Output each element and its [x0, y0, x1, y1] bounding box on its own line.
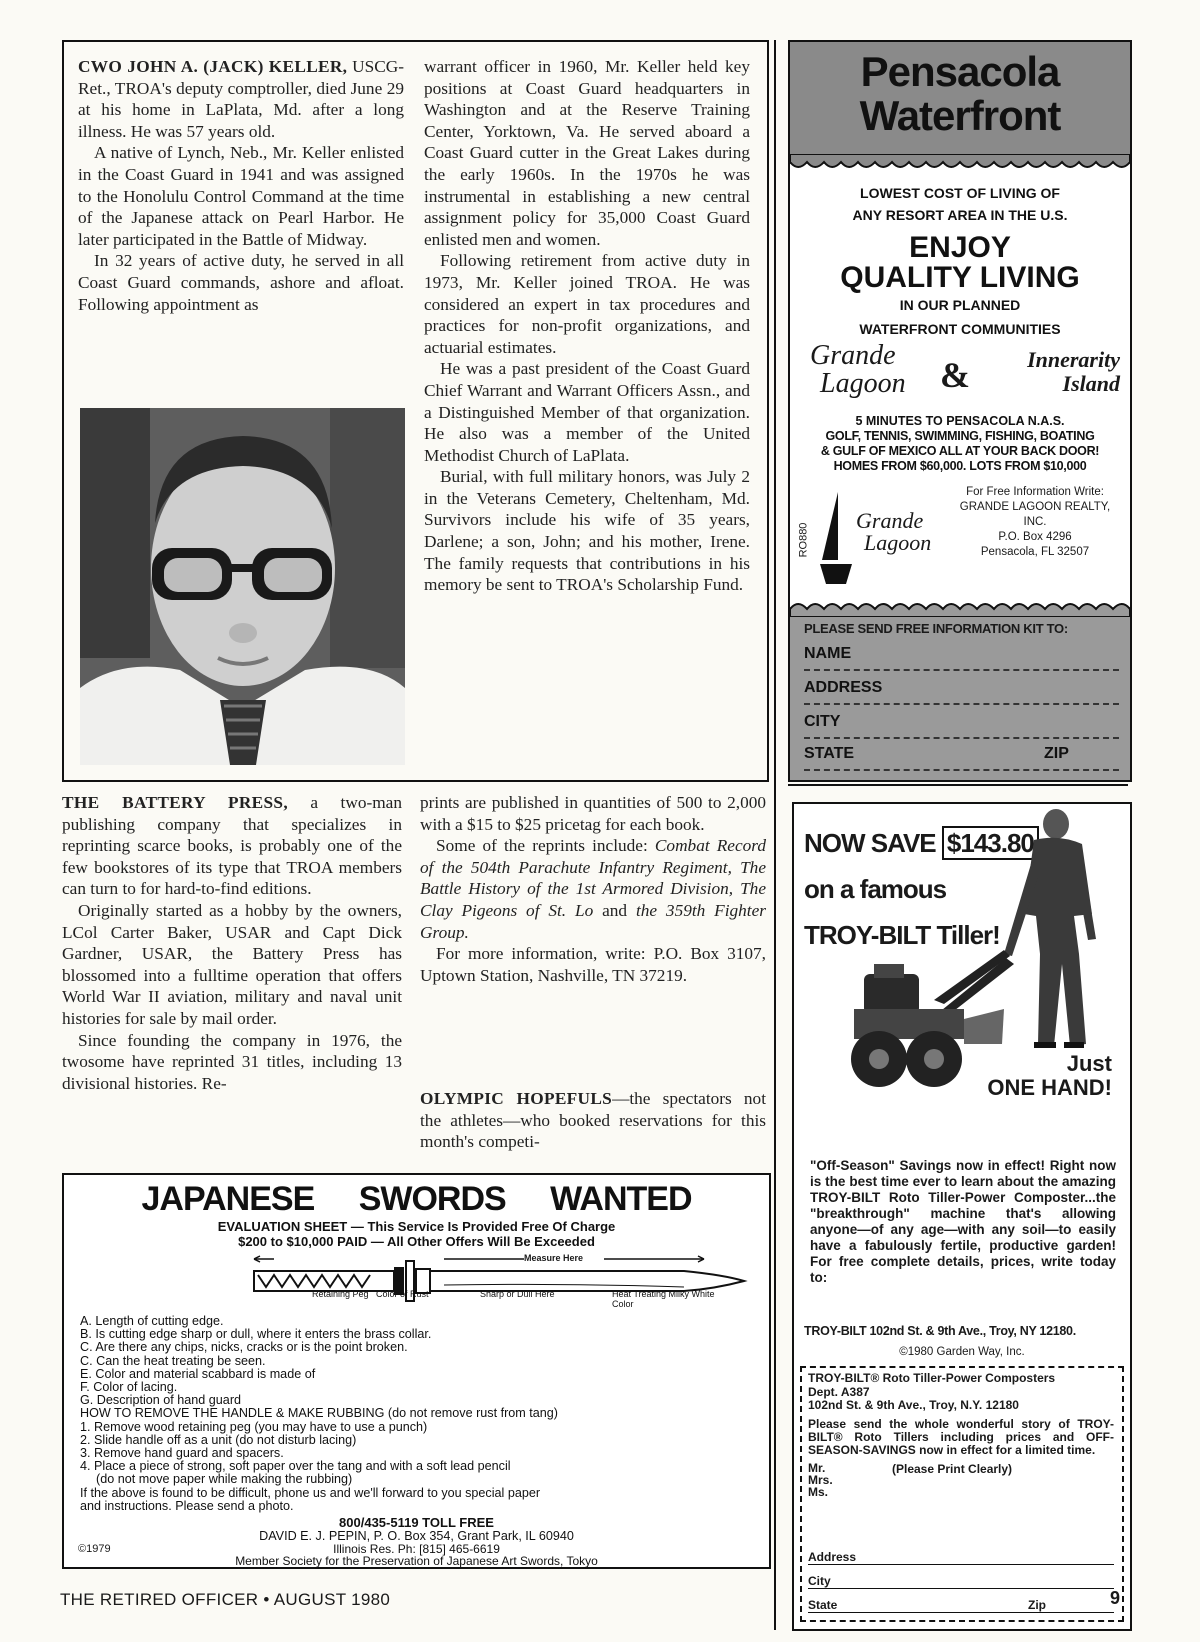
column-divider: [774, 40, 776, 1630]
coupon-city-field[interactable]: [808, 1574, 1114, 1589]
battery-col-left: [62, 792, 402, 1094]
innerarity-text: Innerarity: [1027, 347, 1120, 372]
swords-headline: [64, 1181, 769, 1217]
wave-divider-bottom: [790, 599, 1130, 617]
pensacola-title-1: Pensacola: [860, 48, 1060, 95]
obituary-p3: In 32 years of active duty, he served in all Coast Guard commands, ashore and afloat. Following appointment as: [78, 251, 404, 314]
form-state-label: STATE: [804, 745, 855, 762]
coupon-state-label: State: [808, 1598, 838, 1612]
form-name-label: NAME: [804, 645, 852, 662]
now-save-text: NOW SAVE: [804, 828, 936, 858]
form-address-field[interactable]: [804, 679, 1119, 705]
publication-name: THE RETIRED OFFICER: [60, 1590, 259, 1609]
pensacola-enjoy: ENJOY: [909, 231, 1011, 264]
pensacola-quality: QUALITY LIVING: [840, 261, 1080, 294]
step-4: 4. Place a piece of strong, soft paper over the tang and with a soft lead pencil: [80, 1459, 511, 1474]
pensacola-golf: GOLF, TENNIS, SWIMMING, FISHING, BOATING: [825, 429, 1095, 443]
item-d: C. Can the heat treating be seen.: [80, 1353, 266, 1368]
step-2: 2. Slide handle off as a unit (do not disturb lacing): [80, 1432, 357, 1447]
step-3: 3. Remove hand guard and spacers.: [80, 1446, 284, 1461]
grande-lagoon-logo: [810, 342, 906, 398]
item-e: E. Color and material scabbard is made of: [80, 1366, 316, 1381]
form-zip-label: ZIP: [1044, 745, 1069, 762]
salutation-ms[interactable]: Ms.: [808, 1485, 829, 1499]
battery-lead: THE BATTERY PRESS,: [62, 793, 288, 812]
label-rust: Color of Rust: [376, 1289, 429, 1299]
japanese-swords-ad: [62, 1173, 771, 1569]
realty-inc: INC.: [1023, 516, 1047, 528]
info-kit-form: [790, 607, 1130, 780]
obituary-p1: USCG-Ret., TROA's deputy comptroller, died June 29 at his home in LaPlata, Md. after a long illness. He was 57 years old.: [78, 57, 404, 141]
innerarity-logo: [980, 348, 1120, 396]
famous-text: on a famous: [804, 874, 947, 904]
pensacola-ad: [788, 40, 1132, 782]
coupon-zip-label: Zip: [1028, 1598, 1046, 1612]
pensacola-gulf: & GULF OF MEXICO ALL AT YOUR BACK DOOR!: [820, 444, 1100, 458]
obituary-p6: He was a past president of the Coast Guard Chief Warrant and Warrant Officers Assn., and a Distinguished Member of that organization. He also was a member of the United Methodist Church of LaPlata.: [424, 359, 750, 465]
free-info: For Free Information Write:: [966, 486, 1104, 498]
battery-p5-titles: Combat Record of the 504th Parachute Infantry Regiment, The Battle History of the 1st Armored Division, The Clay Pigeons of St. Lo: [420, 836, 767, 920]
ad-code: RO880: [797, 522, 810, 558]
coupon-city-label: City: [808, 1574, 831, 1588]
battery-p5-and: and: [602, 900, 628, 920]
form-city-field[interactable]: [804, 713, 1119, 739]
pensacola-line2: ANY RESORT AREA IN THE U.S.: [852, 207, 1068, 223]
obituary-col-right: [424, 56, 750, 596]
coupon-body: Please send the whole wonderful story of TROY-BILT® Roto Tillers including prices and OFF-SEASON-SAVINGS now in effect for a limited time.: [808, 1417, 1114, 1457]
form-address-label: ADDRESS: [804, 679, 883, 696]
pensacola-planned: IN OUR PLANNED: [899, 297, 1021, 313]
pensacola-title-2: Waterfront: [859, 92, 1061, 139]
battery-p4: prints are published in quantities of 500 to 2,000 with a $15 to $25 pricetag for each book.: [420, 793, 766, 834]
obituary-p2: A native of Lynch, Neb., Mr. Keller enlisted in the Coast Guard in 1941 and was assigned to the Honolulu Control Command at the time of the Japanese attack on Pearl Harbor. He later participated in the Battle of Midway.: [78, 143, 404, 249]
wave-divider-top: [790, 154, 1130, 174]
salutation-mr[interactable]: Mr.: [808, 1461, 826, 1475]
print-clearly: (Please Print Clearly): [892, 1462, 1013, 1476]
form-name-field[interactable]: [804, 645, 1119, 671]
battery-p5-intro: Some of the reprints include:: [436, 836, 648, 856]
form-state-field[interactable]: [804, 745, 1119, 771]
toll-free-phone: 800/435-5119 TOLL FREE: [339, 1515, 494, 1530]
troybilt-ad: [792, 802, 1132, 1631]
item-c: C. Are there any chips, nicks, cracks or is the point broken.: [80, 1340, 408, 1355]
obituary-p4: warrant officer in 1960, Mr. Keller held key positions at Coast Guard headquarters in Washington and at the Reserve Training Center, Yorktown, Va. He served aboard a Coast Guard cutter in the Great Lakes during the early 1960s. In the 1970s he was instrumental in establishing a new central assignment policy for 35,000 Coast Guard enlisted men and women.: [424, 57, 750, 249]
coupon-addr: 102nd St. & 9th Ave., Troy, N.Y. 12180: [808, 1398, 1019, 1412]
lagoon-text: Lagoon: [820, 368, 906, 399]
battery-p2: Originally started as a hobby by the owners, LCol Carter Baker, USAR and Capt Dick Gardner, USAR, the Battery Press has blossomed into a fulltime operation that offers World War II aviation, military and naval unit histories for sale by mail order.: [62, 900, 402, 1028]
item-f: F. Color of lacing.: [80, 1380, 178, 1395]
battery-p5-last: the 359th Fighter Group.: [420, 900, 766, 942]
lagoon-text-2: Lagoon: [864, 530, 932, 555]
label-sharp: Sharp or Dull Here: [480, 1289, 555, 1299]
one-hand-text: ONE HAND!: [987, 1075, 1112, 1100]
grande-text-2: Grande: [856, 508, 924, 533]
member-society: Member Society for the Preservation of Japanese Art Swords, Tokyo: [235, 1554, 598, 1568]
obituary-col-left: [78, 56, 404, 315]
grande-lagoon-logo-2: [856, 510, 931, 554]
page-footer: [60, 1590, 390, 1610]
coupon-title: TROY-BILT® Roto Tiller-Power Composters: [808, 1371, 1056, 1385]
tiller-text: TROY-BILT Tiller!: [804, 920, 1000, 950]
troybilt-body: "Off-Season" Savings now in effect! Right now is the best time ever to learn about the amazing TROY-BILT Roto Tiller-Power Composter...the "breakthrough" machine that's allowing anyone—of any age—with any soil—to easily have a fabulously fertile, productive garden! For free complete details, prices, write today to:: [810, 1158, 1116, 1285]
realty-city: Pensacola, FL 32507: [980, 546, 1090, 558]
swords-copyright: ©1979: [78, 1543, 111, 1555]
step-1: 1. Remove wood retaining peg (you may have to use a punch): [80, 1419, 428, 1434]
pensacola-line1: LOWEST COST OF LIVING OF: [860, 185, 1060, 201]
form-title: PLEASE SEND FREE INFORMATION KIT TO:: [804, 621, 1068, 636]
sword-diagram: [244, 1253, 764, 1323]
label-heat: Heat Treating Milky White Color: [612, 1289, 715, 1309]
realty-pobox: P.O. Box 4296: [998, 531, 1072, 543]
pepin-address: DAVID E. J. PEPIN, P. O. Box 354, Grant Park, IL 60940: [259, 1529, 574, 1543]
item-g: G. Description of hand guard: [80, 1393, 242, 1408]
page-number: 9: [1110, 1588, 1121, 1608]
pensacola-communities: WATERFRONT COMMUNITIES: [859, 321, 1061, 337]
illinois-phone: Illinois Res. Ph: [815] 465-6619: [333, 1542, 500, 1556]
realty-address: [940, 485, 1130, 560]
footer-bullet: •: [263, 1590, 270, 1609]
headline-japanese: JAPANESE: [141, 1180, 315, 1218]
coupon-state-field[interactable]: [808, 1598, 1114, 1613]
battery-p6: For more information, write: P.O. Box 3107, Uptown Station, Nashville, TN 37219.: [420, 944, 766, 985]
step-4b: (do not move paper while making the rubbing): [96, 1472, 353, 1487]
coupon-address-field[interactable]: [808, 1550, 1114, 1565]
ampersand: &: [940, 355, 970, 395]
label-peg: Retaining Peg: [312, 1289, 369, 1299]
salutations: [808, 1462, 833, 1498]
just-text: Just: [1066, 1051, 1112, 1076]
olympic-text: —the spectators not the athletes—who booked reservations for this month's competi-: [420, 1089, 766, 1152]
swords-sub2: $200 to $10,000 PAID — All Other Offers Will Be Exceeded: [238, 1234, 595, 1249]
swords-sub1: EVALUATION SHEET — This Service Is Provided Free Of Charge: [217, 1219, 616, 1234]
one-hand: [794, 1052, 1112, 1100]
pensacola-homes: HOMES FROM $60,000. LOTS FROM $10,000: [833, 459, 1087, 473]
headline-wanted: WANTED: [550, 1180, 692, 1218]
portrait-photo: [80, 408, 405, 765]
realty-name: GRANDE LAGOON REALTY,: [959, 501, 1111, 513]
issue-date: AUGUST 1980: [273, 1590, 391, 1609]
evaluation-list: [80, 1315, 760, 1513]
troybilt-address: TROY-BILT 102nd St. & 9th Ave., Troy, NY 12180.: [804, 1324, 1076, 1338]
battery-p1: a two-man publishing company that specializes in reprinting scarce books, is probably one of the few bookstores of its type that TROA members can turn to for hard-to-find editions.: [62, 793, 402, 899]
obituary-lead: CWO JOHN A. (JACK) KELLER,: [78, 57, 348, 76]
headline-swords: SWORDS: [358, 1180, 506, 1218]
salutation-mrs[interactable]: Mrs.: [808, 1473, 833, 1487]
troybilt-coupon: [800, 1366, 1124, 1622]
obituary-p7: Burial, with full military honors, was July 2 in the Veterans Cemetery, Cheltenham, Md. Survivors include his wife of 35 years, Darlene; a son, John; and his mother, Irene. The family requests that contributions in his memory be sent to TROA's Scholarship Fund.: [424, 467, 750, 595]
battery-col-right: [420, 792, 766, 986]
battery-p3: Since founding the company in 1976, the twosome have reprinted 31 titles, including 13 divisional histories. Re-: [62, 1030, 402, 1093]
coupon-address-label: Address: [808, 1550, 857, 1564]
obituary-p5: Following retirement from active duty in 1973, Mr. Keller joined TROA. He was considered an expert in tax procedures and practices for non-profit organizations, and actuarial estimates.: [424, 251, 750, 357]
troybilt-copyright: ©1980 Garden Way, Inc.: [899, 1346, 1025, 1358]
pensacola-header: [790, 42, 1130, 164]
sailboat-icon: [816, 490, 856, 590]
olympic-lead: OLYMPIC HOPEFULS: [420, 1089, 613, 1108]
olympic-article: [420, 1088, 766, 1153]
form-city-label: CITY: [804, 713, 841, 730]
grande-text: Grande: [810, 340, 896, 371]
save-amount: $143.80: [942, 826, 1039, 860]
item-b: B. Is cutting edge sharp or dull, where it enters the brass collar.: [80, 1327, 432, 1342]
coupon-dept: Dept. A387: [808, 1385, 870, 1399]
if-difficult-2: and instructions. Please send a photo.: [80, 1498, 294, 1513]
if-difficult-1: If the above is found to be difficult, phone us and we'll forward to you special paper: [80, 1485, 541, 1500]
how-to-remove: HOW TO REMOVE THE HANDLE & MAKE RUBBING (do not remove rust from tang): [80, 1406, 558, 1421]
ad-separator: [788, 784, 1128, 786]
pensacola-minutes: 5 MINUTES TO PENSACOLA N.A.S.: [855, 414, 1065, 428]
island-text: Island: [1062, 371, 1120, 396]
measure-here: Measure Here: [524, 1253, 584, 1263]
item-a: A. Length of cutting edge.: [80, 1314, 224, 1328]
